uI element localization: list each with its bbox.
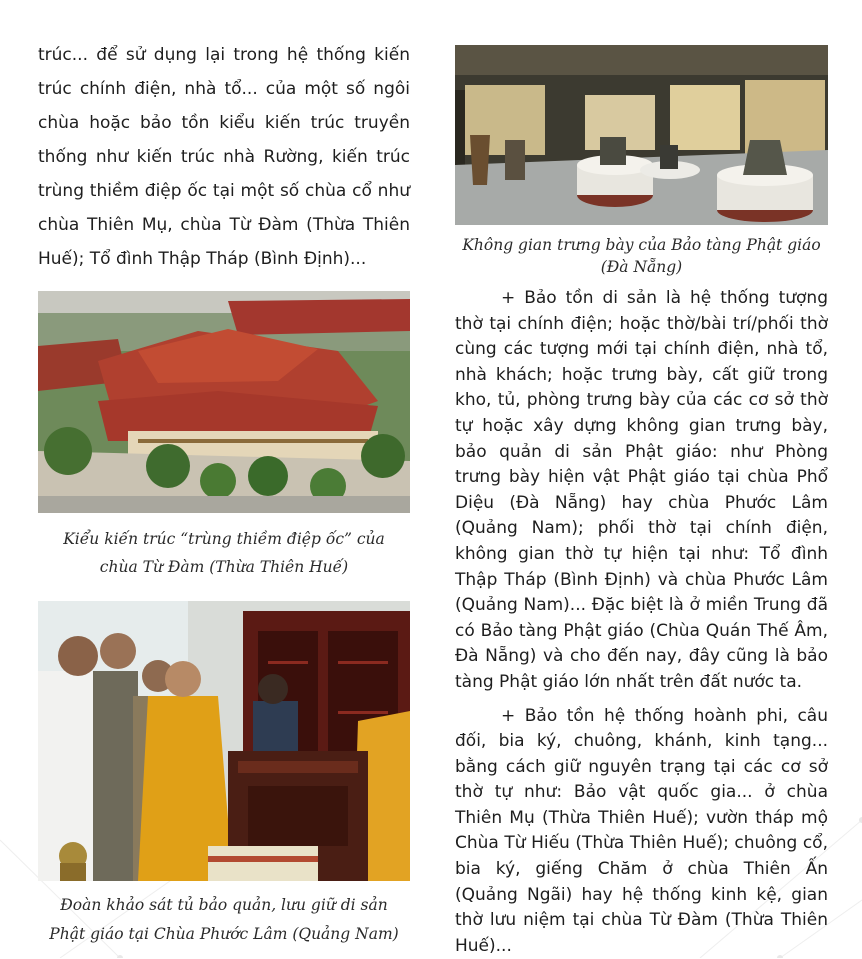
heritage-statues-paragraph: + Bảo tồn di sản là hệ thống tượng thờ tại chính điện; hoặc thờ/bài trí/phối thờ cùng các tượng mới tại chính điện, nhà tổ, nhà khách; hoặc trưng bày, cất giữ trong kho, tủ, phòng trưng bày của các cơ sở thờ tự hoặc xây dựng không gian trưng bày, bảo quản di sản Phật giáo: như Phòng trưng bày hiện vật Phật giáo tại chùa Phổ Diệu (Đà Nẵng) hay chùa Phước Lâm (Quảng Nam); phối thờ tại chính điện, không gian thờ tự hiện tại như: Tổ đình Thập Tháp (Bình Định) và chùa Phước Lâm (Quảng Nam)... Đặc biệt là ở miền Trung đã có Bảo tàng Phật giáo (Chùa Quán Thế Âm, Đà Nẵng) và cho đến nay, đây cũng là bảo tàng Phật giáo lớn nhất trên đất nước ta.: [455, 286, 828, 696]
museum-caption-line2: (Đà Nẵng): [455, 256, 828, 278]
figure1-caption-line2: chùa Từ Đàm (Thừa Thiên Huế): [38, 553, 410, 581]
temple-aerial-photo: [38, 291, 410, 513]
figure1-caption-line1: Kiểu kiến trúc “trùng thiềm điệp ốc” của: [38, 525, 410, 553]
intro-paragraph: trúc... để sử dụng lại trong hệ thống kiến trúc chính điện, nhà tổ... của một số ngôi chùa hoặc bảo tồn kiểu kiến trúc truyền thống như kiến trúc nhà Rường, kiến trúc trùng thiềm điệp ốc tại một số chùa cổ như chùa Thiên Mụ, chùa Từ Đàm (Thừa Thiên Huế); Tổ đình Thập Tháp (Bình Định)...: [38, 38, 410, 276]
left-column: [38, 38, 410, 949]
survey-group-photo: [38, 601, 410, 881]
figure2-caption-line2: Phật giáo tại Chùa Phước Lâm (Quảng Nam): [38, 920, 410, 949]
figure2-caption-line1: Đoàn khảo sát tủ bảo quản, lưu giữ di sản: [38, 891, 410, 920]
museum-caption-line1: Không gian trưng bày của Bảo tàng Phật giáo: [455, 234, 828, 256]
right-column: [455, 38, 828, 959]
heritage-inscriptions-paragraph: + Bảo tồn hệ thống hoành phi, câu đối, bia ký, chuông, khánh, kinh tạng... bằng cách giữ nguyên trạng tại các cơ sở thờ tự như: Bảo vật quốc gia... ở chùa Thiên Mụ (Thừa Thiên Huế); vườn tháp mộ Chùa Từ Hiếu (Thừa Thiên Huế); chuông cổ, bia ký, giếng Chăm ở chùa Thiên Ấn (Quảng Ngãi) hay hệ thống kinh kệ, gian thờ lưu niệm tại chùa Từ Đàm (Thừa Thiên Huế)...: [455, 704, 828, 959]
museum-display-photo: [455, 45, 828, 225]
